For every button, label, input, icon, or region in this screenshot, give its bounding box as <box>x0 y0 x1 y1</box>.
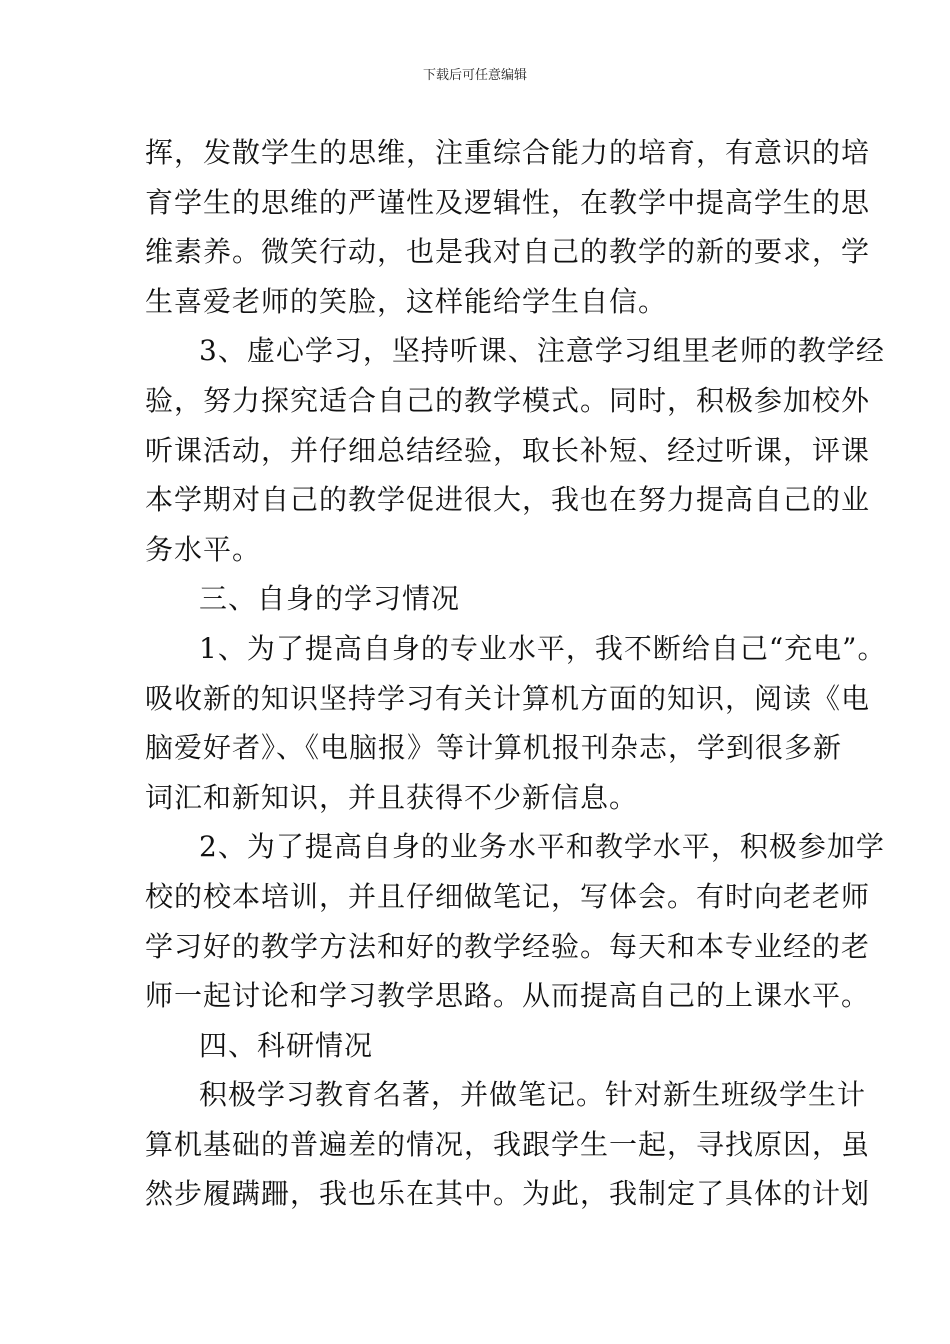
text-line: 听课活动，并仔细总结经验，取长补短、经过听课，评课 <box>145 433 871 467</box>
text-line: 务水平。 <box>145 532 262 566</box>
text-line: 四、科研情况 <box>199 1028 374 1062</box>
text-line: 词汇和新知识，并且获得不少新信息。 <box>145 780 639 814</box>
text-line: 验，努力探究适合自己的教学模式。同时，积极参加校外 <box>145 383 871 417</box>
text-line: 本学期对自己的教学促进很大，我也在努力提高自己的业 <box>145 483 871 517</box>
document-body <box>145 128 887 1219</box>
text-line: 算机基础的普遍差的情况，我跟学生一起，寻找原因，虽 <box>145 1127 871 1161</box>
text-line: 1、为了提高自身的专业水平，我不断给自己“充电”。 <box>199 631 887 665</box>
text-line: 维素养。微笑行动，也是我对自己的教学的新的要求，学 <box>145 235 871 269</box>
text-line: 三、自身的学习情况 <box>199 582 461 616</box>
page-header-note: 下载后可任意编辑 <box>422 68 527 83</box>
text-line: 然步履蹒跚，我也乐在其中。为此，我制定了具体的计划 <box>145 1177 871 1211</box>
text-line: 脑爱好者》、《电脑报》等计算机报刊杂志，学到很多新 <box>145 731 843 765</box>
text-line: 积极学习教育名著，并做笔记。针对新生班级学生计 <box>199 1078 867 1112</box>
text-line: 校的校本培训，并且仔细做笔记，写体会。有时向老老师 <box>145 879 871 913</box>
text-line: 育学生的思维的严谨性及逻辑性，在教学中提高学生的思 <box>145 185 871 219</box>
text-line: 2、为了提高自身的业务水平和教学水平，积极参加学 <box>199 830 885 864</box>
text-line: 生喜爱老师的笑脸，这样能给学生自信。 <box>145 284 668 318</box>
text-line: 学习好的教学方法和好的教学经验。每天和本专业经的老 <box>145 929 871 963</box>
text-line: 挥，发散学生的思维，注重综合能力的培育，有意识的培 <box>145 136 871 169</box>
text-line: 吸收新的知识坚持学习有关计算机方面的知识，阅读《电 <box>145 681 871 715</box>
text-line: 3、虚心学习，坚持听课、注意学习组里老师的教学经 <box>199 334 885 368</box>
text-line: 师一起讨论和学习教学思路。从而提高自己的上课水平。 <box>145 979 871 1013</box>
